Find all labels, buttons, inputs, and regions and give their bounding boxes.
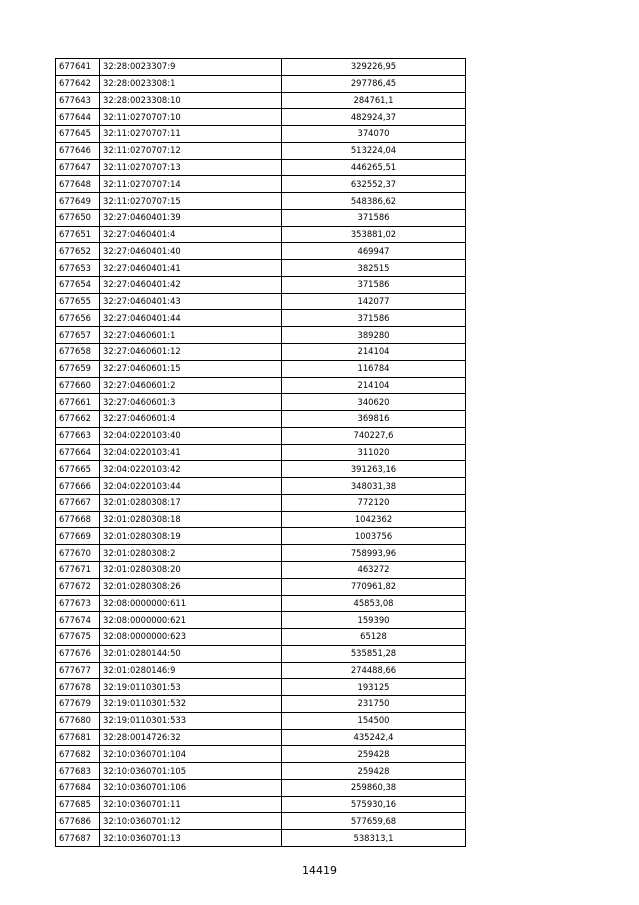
value-cell: 371586 (282, 310, 466, 327)
cadastral-number-cell: 32:01:0280308:26 (100, 578, 282, 595)
table-row (56, 595, 466, 612)
table-row (56, 310, 466, 327)
table-row (56, 360, 466, 377)
cadastral-number-cell: 32:28:0014726:32 (100, 729, 282, 746)
row-id-cell: 677660 (56, 377, 100, 394)
value-cell: 259428 (282, 746, 466, 763)
table-row (56, 645, 466, 662)
value-cell: 382515 (282, 260, 466, 277)
cadastral-number-cell: 32:27:0460401:44 (100, 310, 282, 327)
table-row (56, 377, 466, 394)
table-row (56, 662, 466, 679)
value-cell: 577659,68 (282, 813, 466, 830)
row-id-cell: 677654 (56, 276, 100, 293)
cadastral-number-cell: 32:08:0000000:623 (100, 629, 282, 646)
table-row (56, 461, 466, 478)
row-id-cell: 677666 (56, 478, 100, 495)
cadastral-number-cell: 32:27:0460401:42 (100, 276, 282, 293)
table-row (56, 344, 466, 361)
cadastral-number-cell: 32:04:0220103:40 (100, 427, 282, 444)
value-cell: 274488,66 (282, 662, 466, 679)
table-row (56, 159, 466, 176)
row-id-cell: 677670 (56, 545, 100, 562)
row-id-cell: 677668 (56, 511, 100, 528)
cadastral-number-cell: 32:10:0360701:13 (100, 830, 282, 847)
value-cell: 371586 (282, 276, 466, 293)
cadastral-number-cell: 32:27:0460601:1 (100, 327, 282, 344)
value-cell: 538313,1 (282, 830, 466, 847)
row-id-cell: 677672 (56, 578, 100, 595)
value-cell: 142077 (282, 293, 466, 310)
row-id-cell: 677681 (56, 729, 100, 746)
table-row (56, 696, 466, 713)
table-row (56, 327, 466, 344)
cadastral-number-cell: 32:10:0360701:106 (100, 779, 282, 796)
table-row (56, 712, 466, 729)
value-cell: 575930,16 (282, 796, 466, 813)
row-id-cell: 677657 (56, 327, 100, 344)
cadastral-number-cell: 32:11:0270707:10 (100, 109, 282, 126)
cadastral-number-cell: 32:19:0110301:53 (100, 679, 282, 696)
table-row (56, 612, 466, 629)
table-row (56, 126, 466, 143)
row-id-cell: 677646 (56, 142, 100, 159)
row-id-cell: 677645 (56, 126, 100, 143)
cadastral-number-cell: 32:11:0270707:11 (100, 126, 282, 143)
row-id-cell: 677687 (56, 830, 100, 847)
row-id-cell: 677661 (56, 394, 100, 411)
table-row (56, 779, 466, 796)
row-id-cell: 677680 (56, 712, 100, 729)
row-id-cell: 677650 (56, 209, 100, 226)
cadastral-number-cell: 32:01:0280308:2 (100, 545, 282, 562)
row-id-cell: 677659 (56, 360, 100, 377)
table-row (56, 578, 466, 595)
cadastral-number-cell: 32:11:0270707:14 (100, 176, 282, 193)
cadastral-number-cell: 32:28:0023307:9 (100, 59, 282, 76)
table-row (56, 629, 466, 646)
row-id-cell: 677653 (56, 260, 100, 277)
value-cell: 259860,38 (282, 779, 466, 796)
table-row (56, 830, 466, 847)
row-id-cell: 677667 (56, 494, 100, 511)
value-cell: 758993,96 (282, 545, 466, 562)
value-cell: 389280 (282, 327, 466, 344)
row-id-cell: 677642 (56, 75, 100, 92)
value-cell: 193125 (282, 679, 466, 696)
value-cell: 65128 (282, 629, 466, 646)
table-row (56, 427, 466, 444)
cadastral-number-cell: 32:08:0000000:621 (100, 612, 282, 629)
cadastral-number-cell: 32:01:0280144:50 (100, 645, 282, 662)
value-cell: 770961,82 (282, 578, 466, 595)
table-row (56, 260, 466, 277)
cadastral-number-cell: 32:27:0460401:41 (100, 260, 282, 277)
row-id-cell: 677652 (56, 243, 100, 260)
cadastral-number-cell: 32:27:0460601:3 (100, 394, 282, 411)
cadastral-number-cell: 32:27:0460401:4 (100, 226, 282, 243)
table-row (56, 293, 466, 310)
row-id-cell: 677678 (56, 679, 100, 696)
row-id-cell: 677658 (56, 344, 100, 361)
row-id-cell: 677665 (56, 461, 100, 478)
value-cell: 259428 (282, 763, 466, 780)
value-cell: 548386,62 (282, 193, 466, 210)
row-id-cell: 677644 (56, 109, 100, 126)
cadastral-number-cell: 32:27:0460601:12 (100, 344, 282, 361)
value-cell: 116784 (282, 360, 466, 377)
table-row (56, 494, 466, 511)
value-cell: 469947 (282, 243, 466, 260)
value-cell: 391263,16 (282, 461, 466, 478)
value-cell: 463272 (282, 561, 466, 578)
cadastral-number-cell: 32:01:0280308:20 (100, 561, 282, 578)
table-row (56, 394, 466, 411)
cadastral-number-cell: 32:04:0220103:41 (100, 444, 282, 461)
table-row (56, 511, 466, 528)
cadastral-number-cell: 32:27:0460401:39 (100, 209, 282, 226)
value-cell: 329226,95 (282, 59, 466, 76)
value-cell: 353881,02 (282, 226, 466, 243)
table-row (56, 478, 466, 495)
cadastral-number-cell: 32:01:0280308:18 (100, 511, 282, 528)
row-id-cell: 677643 (56, 92, 100, 109)
table-row (56, 763, 466, 780)
value-cell: 513224,04 (282, 142, 466, 159)
table-row (56, 209, 466, 226)
value-cell: 482924,37 (282, 109, 466, 126)
cadastral-number-cell: 32:01:0280146:9 (100, 662, 282, 679)
cadastral-number-cell: 32:10:0360701:12 (100, 813, 282, 830)
value-cell: 435242,4 (282, 729, 466, 746)
cadastral-number-cell: 32:19:0110301:532 (100, 696, 282, 713)
row-id-cell: 677686 (56, 813, 100, 830)
row-id-cell: 677647 (56, 159, 100, 176)
row-id-cell: 677662 (56, 411, 100, 428)
page-number: 14419 (302, 864, 337, 877)
table-row (56, 226, 466, 243)
row-id-cell: 677648 (56, 176, 100, 193)
table-row (56, 92, 466, 109)
cadastral-number-cell: 32:01:0280308:17 (100, 494, 282, 511)
value-cell: 340620 (282, 394, 466, 411)
value-cell: 369816 (282, 411, 466, 428)
row-id-cell: 677656 (56, 310, 100, 327)
table-row (56, 679, 466, 696)
value-cell: 311020 (282, 444, 466, 461)
row-id-cell: 677685 (56, 796, 100, 813)
value-cell: 371586 (282, 209, 466, 226)
table-row (56, 813, 466, 830)
value-cell: 1003756 (282, 528, 466, 545)
cadastral-number-cell: 32:28:0023308:10 (100, 92, 282, 109)
row-id-cell: 677669 (56, 528, 100, 545)
table-row (56, 142, 466, 159)
row-id-cell: 677675 (56, 629, 100, 646)
row-id-cell: 677655 (56, 293, 100, 310)
cadastral-number-cell: 32:19:0110301:533 (100, 712, 282, 729)
table-row (56, 796, 466, 813)
table-row (56, 729, 466, 746)
cadastral-number-cell: 32:27:0460601:2 (100, 377, 282, 394)
row-id-cell: 677651 (56, 226, 100, 243)
cadastral-number-cell: 32:08:0000000:611 (100, 595, 282, 612)
table-row (56, 243, 466, 260)
table-row (56, 75, 466, 92)
row-id-cell: 677664 (56, 444, 100, 461)
cadastral-number-cell: 32:11:0270707:12 (100, 142, 282, 159)
table-row (56, 411, 466, 428)
cadastral-number-cell: 32:27:0460401:40 (100, 243, 282, 260)
table-row (56, 59, 466, 76)
value-cell: 214104 (282, 377, 466, 394)
row-id-cell: 677649 (56, 193, 100, 210)
row-id-cell: 677676 (56, 645, 100, 662)
cadastral-number-cell: 32:27:0460401:43 (100, 293, 282, 310)
value-cell: 284761,1 (282, 92, 466, 109)
cadastral-number-cell: 32:27:0460601:4 (100, 411, 282, 428)
table-row (56, 109, 466, 126)
cadastral-number-cell: 32:10:0360701:104 (100, 746, 282, 763)
value-cell: 1042362 (282, 511, 466, 528)
table-row (56, 746, 466, 763)
row-id-cell: 677663 (56, 427, 100, 444)
table-body (56, 59, 466, 847)
value-cell: 231750 (282, 696, 466, 713)
value-cell: 154500 (282, 712, 466, 729)
value-cell: 632552,37 (282, 176, 466, 193)
table-row (56, 561, 466, 578)
cadastral-number-cell: 32:10:0360701:11 (100, 796, 282, 813)
table-row (56, 545, 466, 562)
table-row (56, 528, 466, 545)
value-cell: 348031,38 (282, 478, 466, 495)
table-row (56, 193, 466, 210)
value-cell: 772120 (282, 494, 466, 511)
row-id-cell: 677679 (56, 696, 100, 713)
row-id-cell: 677683 (56, 763, 100, 780)
value-cell: 45853,08 (282, 595, 466, 612)
data-table (55, 58, 466, 847)
row-id-cell: 677682 (56, 746, 100, 763)
cadastral-number-cell: 32:27:0460601:15 (100, 360, 282, 377)
table-row (56, 444, 466, 461)
table-row (56, 276, 466, 293)
value-cell: 159390 (282, 612, 466, 629)
value-cell: 740227,6 (282, 427, 466, 444)
cadastral-number-cell: 32:11:0270707:15 (100, 193, 282, 210)
cadastral-number-cell: 32:01:0280308:19 (100, 528, 282, 545)
cadastral-number-cell: 32:11:0270707:13 (100, 159, 282, 176)
row-id-cell: 677677 (56, 662, 100, 679)
row-id-cell: 677641 (56, 59, 100, 76)
row-id-cell: 677674 (56, 612, 100, 629)
row-id-cell: 677671 (56, 561, 100, 578)
value-cell: 297786,45 (282, 75, 466, 92)
cadastral-number-cell: 32:04:0220103:44 (100, 478, 282, 495)
cadastral-number-cell: 32:04:0220103:42 (100, 461, 282, 478)
value-cell: 535851,28 (282, 645, 466, 662)
cadastral-number-cell: 32:10:0360701:105 (100, 763, 282, 780)
value-cell: 214104 (282, 344, 466, 361)
row-id-cell: 677684 (56, 779, 100, 796)
table-row (56, 176, 466, 193)
cadastral-number-cell: 32:28:0023308:1 (100, 75, 282, 92)
value-cell: 374070 (282, 126, 466, 143)
value-cell: 446265,51 (282, 159, 466, 176)
row-id-cell: 677673 (56, 595, 100, 612)
